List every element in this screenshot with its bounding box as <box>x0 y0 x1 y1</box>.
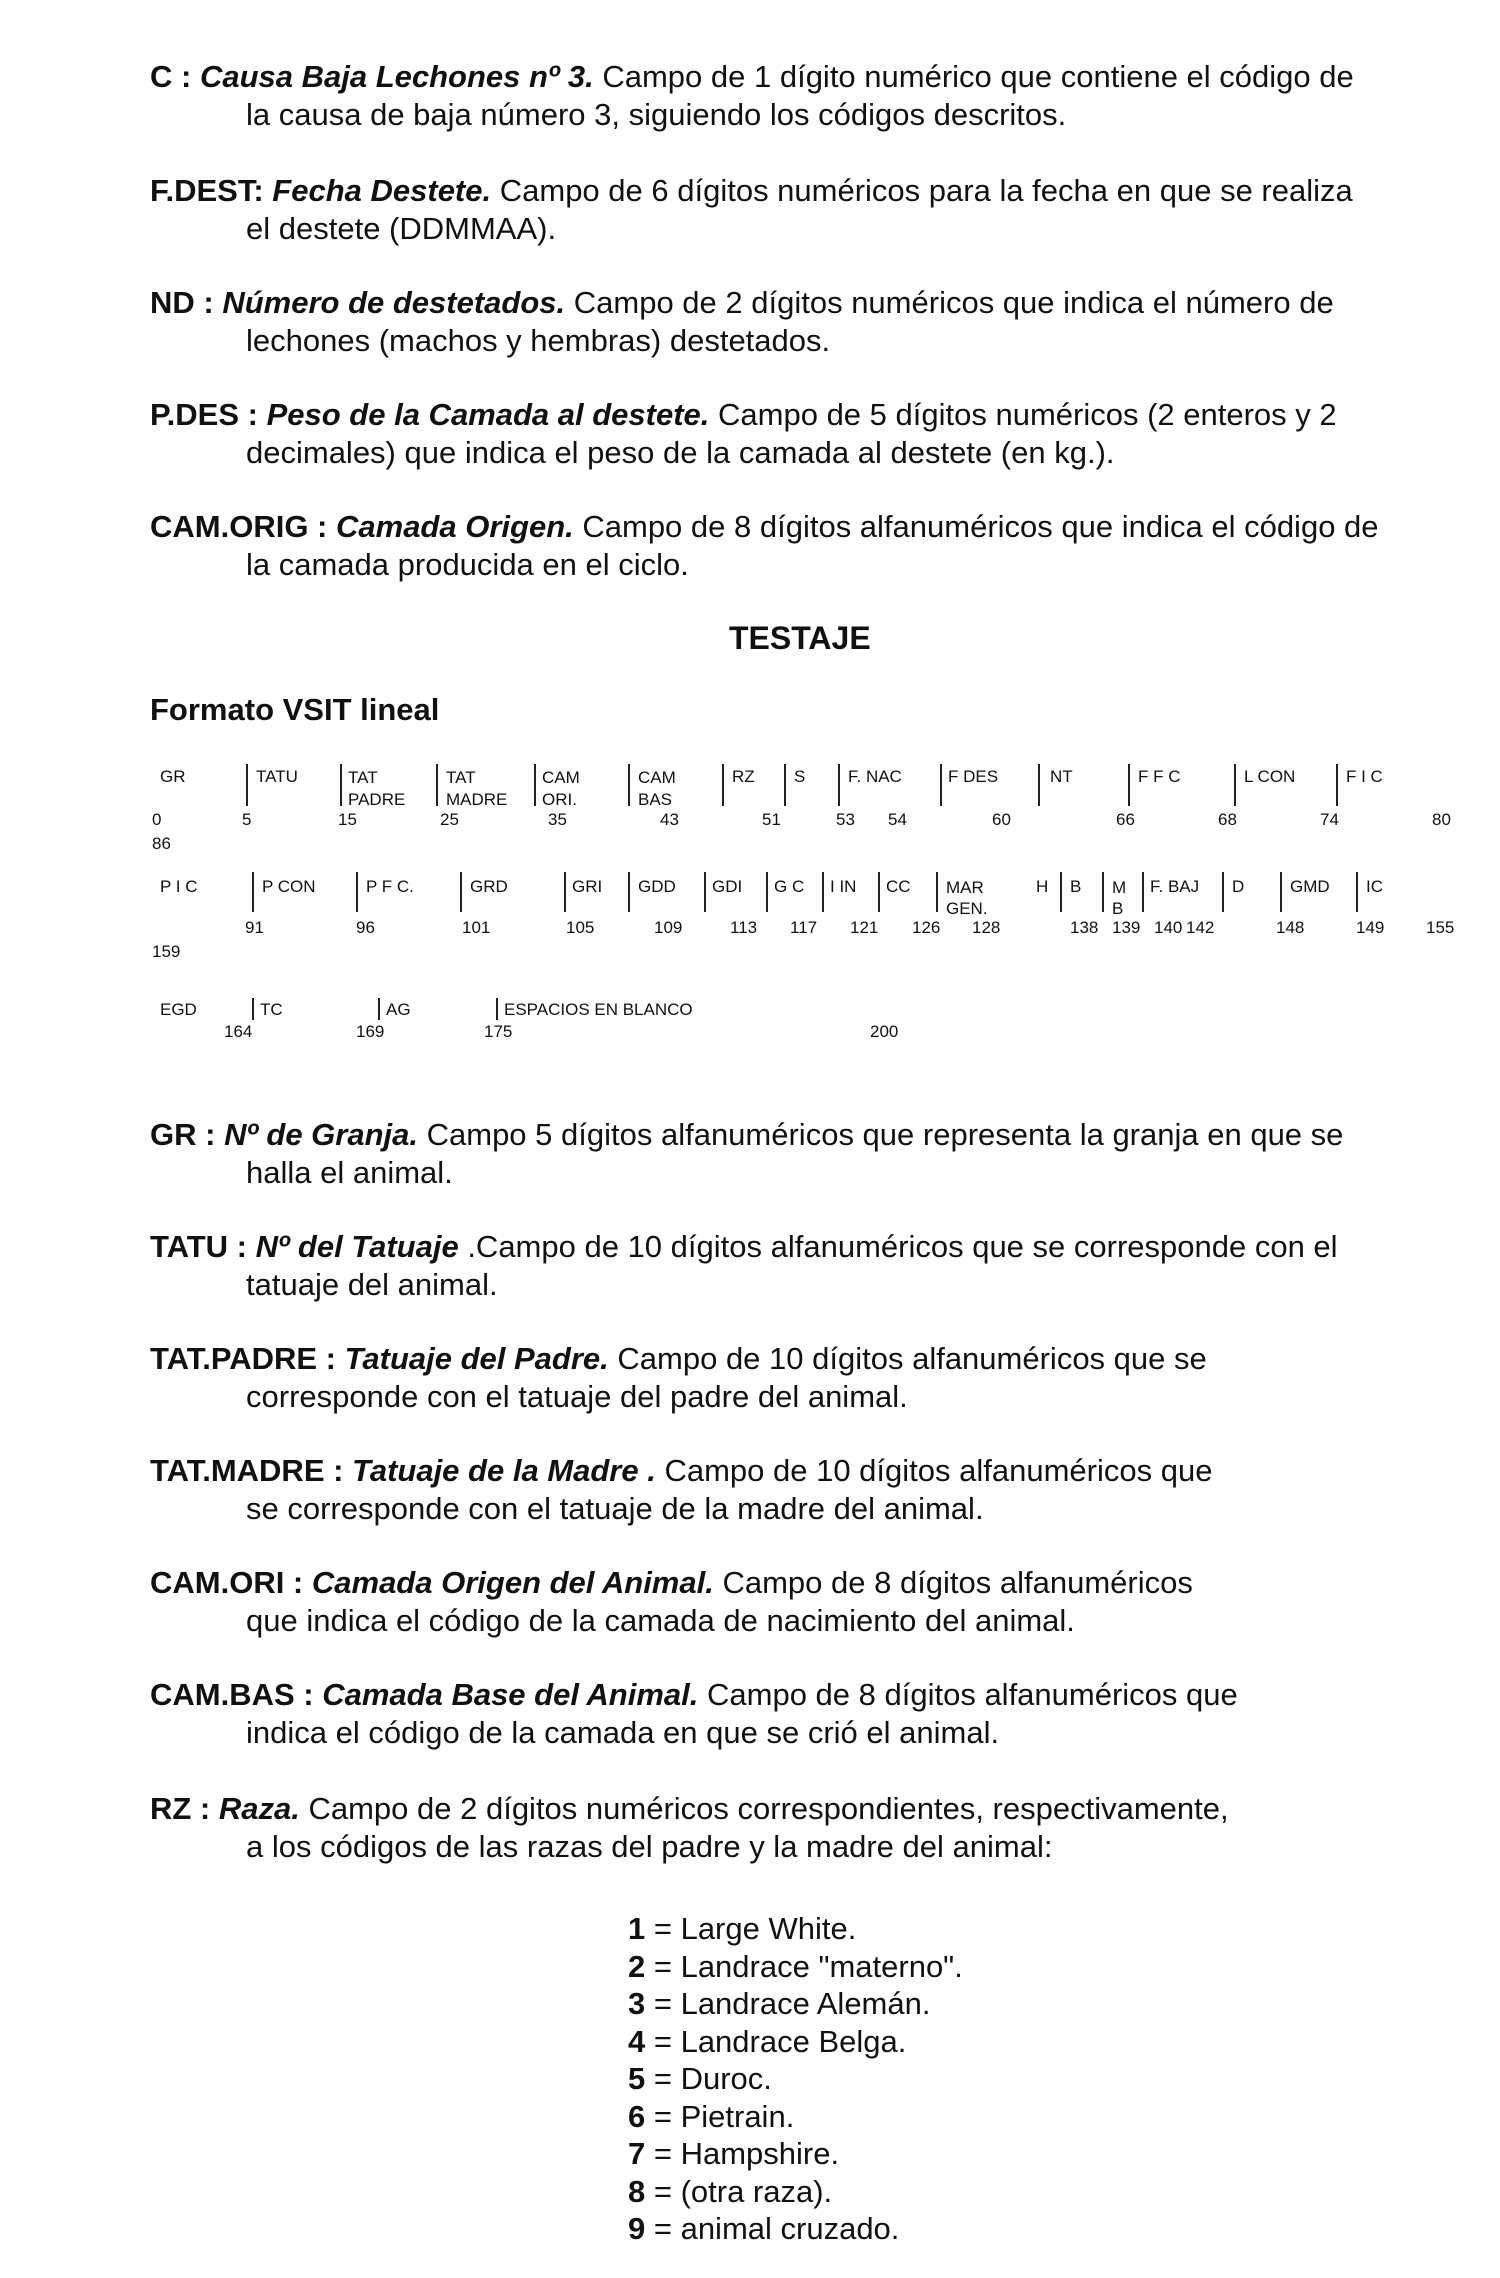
layout-position: 54 <box>888 810 907 829</box>
field-description: Campo de 8 dígitos alfanuméricos que indica el código de <box>573 509 1379 544</box>
layout-field: P I C <box>160 877 198 896</box>
definition-cam-ori <box>150 1564 1450 1640</box>
list-item <box>628 2023 963 2061</box>
layout-position: 139 <box>1112 918 1141 937</box>
field-separator <box>704 872 706 912</box>
layout-position: 101 <box>462 918 491 937</box>
layout-position: 142 <box>1186 918 1215 937</box>
field-separator <box>628 764 630 806</box>
field-title: Peso de la Camada al destete. <box>266 397 710 432</box>
layout-field: D <box>1232 877 1245 896</box>
section-title: TESTAJE <box>729 620 871 656</box>
definition-c <box>150 58 1450 134</box>
layout-position: 43 <box>660 810 679 829</box>
layout-field: MAR GEN. <box>946 878 988 918</box>
race-code: 7 <box>628 2136 646 2171</box>
layout-field: I IN <box>830 877 857 896</box>
field-separator <box>246 764 248 806</box>
field-code: TATU : <box>150 1229 256 1264</box>
field-title: Nº del Tatuaje <box>255 1229 459 1264</box>
field-description: Campo de 5 dígitos numéricos (2 enteros y 2 <box>709 397 1337 432</box>
layout-field: AG <box>386 1000 411 1019</box>
layout-field: EGD <box>160 1000 197 1019</box>
field-description-cont: halla el animal. <box>246 1155 453 1190</box>
field-separator <box>766 872 768 912</box>
field-separator <box>784 764 786 806</box>
layout-field: CAM BAS <box>638 768 676 809</box>
field-code: CAM.BAS : <box>150 1677 323 1712</box>
field-separator <box>378 998 380 1020</box>
race-code: 3 <box>628 1986 646 2021</box>
definition-tatu <box>150 1228 1450 1304</box>
field-code: P.DES : <box>150 397 267 432</box>
layout-position: 121 <box>850 918 879 937</box>
field-description-cont: decimales) que indica el peso de la camada al destete (en kg.). <box>246 435 1115 470</box>
format-title: Formato VSIT lineal <box>150 692 440 727</box>
layout-position: 164 <box>224 1022 253 1041</box>
field-title: Número de destetados. <box>222 285 566 320</box>
field-description-cont: la causa de baja número 3, siguiendo los códigos descritos. <box>246 97 1067 132</box>
field-separator <box>878 872 880 912</box>
race-label: = (otra raza). <box>645 2173 833 2209</box>
layout-field: RZ <box>732 767 755 786</box>
definition-f-dest <box>150 172 1450 248</box>
layout-field: TC <box>260 1000 283 1019</box>
field-description: Campo de 1 dígito numérico que contiene el código de <box>593 59 1354 94</box>
layout-field: TAT MADRE <box>446 768 508 809</box>
field-title: Tatuaje del Padre. <box>344 1341 609 1376</box>
layout-position: 200 <box>870 1022 899 1041</box>
field-separator <box>838 764 840 806</box>
definition-tat-madre <box>150 1452 1450 1528</box>
field-description-cont: a los códigos de las razas del padre y la madre del animal: <box>246 1829 1053 1864</box>
field-separator <box>1060 872 1062 912</box>
field-title: Camada Origen. <box>336 509 574 544</box>
field-separator <box>1038 764 1040 806</box>
layout-field: G C <box>774 877 805 896</box>
layout-field: H <box>1036 877 1049 896</box>
layout-field: TAT PADRE <box>348 768 406 809</box>
field-separator <box>252 872 254 912</box>
layout-position: 86 <box>152 834 171 853</box>
race-label: = Landrace "materno". <box>645 1948 963 1984</box>
layout-position: 149 <box>1356 918 1385 937</box>
field-separator <box>1128 764 1130 806</box>
definition-cam-bas <box>150 1676 1450 1752</box>
layout-position: 66 <box>1116 810 1135 829</box>
field-separator <box>1336 764 1338 806</box>
field-description-cont: lechones (machos y hembras) destetados. <box>246 323 831 358</box>
field-separator <box>722 764 724 806</box>
layout-field: F. BAJ <box>1150 877 1200 896</box>
field-description: Campo de 8 dígitos alfanuméricos que <box>698 1677 1238 1712</box>
field-code: RZ : <box>150 1791 219 1826</box>
layout-position: 169 <box>356 1022 385 1041</box>
field-separator <box>1356 872 1358 912</box>
field-title: Camada Base del Animal. <box>322 1677 699 1712</box>
field-separator <box>936 872 938 912</box>
layout-field: NT <box>1050 767 1073 786</box>
list-item <box>628 2098 963 2136</box>
layout-position: 113 <box>730 918 758 937</box>
layout-field: M B <box>1112 878 1127 918</box>
layout-position: 51 <box>762 810 781 829</box>
field-separator <box>252 998 254 1020</box>
field-separator <box>1102 872 1104 912</box>
field-code: CAM.ORIG : <box>150 509 336 544</box>
field-separator <box>1142 872 1144 912</box>
layout-position: 0 <box>152 810 162 829</box>
layout-field: IC <box>1366 877 1383 896</box>
race-code: 6 <box>628 2098 646 2134</box>
layout-position: 140 <box>1154 918 1183 937</box>
race-code: 1 <box>628 1911 646 1946</box>
field-description-cont: se corresponde con el tatuaje de la madre del animal. <box>246 1491 984 1526</box>
field-title: Tatuaje de la Madre . <box>352 1453 656 1488</box>
field-separator <box>496 998 498 1020</box>
field-separator <box>1280 872 1282 912</box>
layout-position: 138 <box>1070 918 1099 937</box>
race-label: = Duroc. <box>645 2061 772 2096</box>
list-item <box>628 1985 963 2023</box>
definition-rz <box>150 1790 1450 1866</box>
layout-field: F DES <box>948 767 999 786</box>
field-separator <box>822 872 824 912</box>
field-description: Campo de 6 dígitos numéricos para la fecha en que se realiza <box>491 173 1353 208</box>
layout-position: 96 <box>356 918 375 937</box>
layout-position: 68 <box>1218 810 1237 829</box>
race-code: 5 <box>628 2061 646 2096</box>
list-item <box>628 1948 963 1986</box>
field-code: C : <box>150 59 200 94</box>
layout-field: L CON <box>1244 767 1296 786</box>
definition-p-des <box>150 396 1450 472</box>
layout-field: GR <box>160 767 186 786</box>
layout-position: 105 <box>566 918 595 937</box>
layout-position: 60 <box>992 810 1011 829</box>
race-code-list <box>628 1910 963 2248</box>
race-label: = animal cruzado. <box>645 2211 900 2246</box>
layout-field: GRI <box>572 877 603 896</box>
layout-position: 148 <box>1276 918 1305 937</box>
field-title: Nº de Granja. <box>224 1117 418 1152</box>
definition-gr <box>150 1116 1450 1192</box>
list-item <box>628 2210 963 2248</box>
field-code: GR : <box>150 1117 225 1152</box>
layout-position: 35 <box>548 810 567 829</box>
field-code: F.DEST: <box>150 173 273 208</box>
list-item <box>628 1910 963 1948</box>
race-label: = Large White. <box>645 1911 857 1946</box>
field-description-cont: indica el código de la camada en que se crió el animal. <box>246 1715 1000 1750</box>
field-description: Campo de 10 dígitos alfanuméricos que se <box>608 1341 1207 1376</box>
definition-tat-padre <box>150 1340 1450 1416</box>
layout-position: 53 <box>836 810 855 829</box>
layout-field: TATU <box>256 767 298 786</box>
layout-position: 74 <box>1320 810 1339 829</box>
race-code: 2 <box>628 1948 646 1984</box>
layout-position: 128 <box>972 918 1001 937</box>
field-separator <box>340 764 342 806</box>
layout-field: F F C <box>1138 767 1181 786</box>
list-item <box>628 2173 963 2211</box>
layout-field: CAM ORI. <box>542 768 580 809</box>
layout-field: GRD <box>470 877 508 896</box>
field-description: Campo de 2 dígitos numéricos que indica el número de <box>565 285 1334 320</box>
field-code: TAT.PADRE : <box>150 1341 345 1376</box>
layout-position: 109 <box>654 918 683 937</box>
field-title: Camada Origen del Animal. <box>311 1565 714 1600</box>
field-code: CAM.ORI : <box>150 1565 312 1600</box>
layout-field: P F C. <box>366 877 414 896</box>
layout-field: CC <box>886 877 911 896</box>
field-description: Campo de 10 dígitos alfanuméricos que <box>655 1453 1213 1488</box>
field-code: TAT.MADRE : <box>150 1453 353 1488</box>
list-item <box>628 2135 963 2173</box>
layout-field: GDD <box>638 877 676 896</box>
layout-position: 15 <box>338 810 357 829</box>
field-description: Campo de 2 dígitos numéricos correspondientes, respectivamente, <box>299 1791 1229 1826</box>
field-separator <box>564 872 566 912</box>
layout-position: 117 <box>790 918 818 937</box>
race-label: = Landrace Alemán. <box>645 1986 931 2021</box>
field-separator <box>534 764 536 806</box>
field-title: Causa Baja Lechones nº 3. <box>199 59 594 94</box>
field-title: Fecha Destete. <box>272 173 492 208</box>
field-description-cont: tatuaje del animal. <box>246 1267 498 1302</box>
definition-nd <box>150 284 1450 360</box>
layout-field: F. NAC <box>848 767 902 786</box>
layout-position: 91 <box>245 918 264 937</box>
field-code: ND : <box>150 285 223 320</box>
field-description: .Campo de 10 dígitos alfanuméricos que se corresponde con el <box>458 1229 1338 1264</box>
field-title: Raza. <box>218 1791 300 1826</box>
layout-position: 126 <box>912 918 941 937</box>
race-label: = Hampshire. <box>645 2136 840 2171</box>
layout-field: GMD <box>1290 877 1330 896</box>
field-separator <box>940 764 942 806</box>
field-separator <box>460 872 462 912</box>
layout-field: B <box>1070 877 1082 896</box>
field-description-cont: el destete (DDMMAA). <box>246 211 557 246</box>
definition-cam-orig <box>150 508 1450 584</box>
layout-field: F I C <box>1346 767 1383 786</box>
layout-position: 5 <box>242 810 252 829</box>
field-description: Campo de 8 dígitos alfanuméricos <box>713 1565 1193 1600</box>
layout-position: 25 <box>440 810 459 829</box>
layout-field: S <box>794 767 806 786</box>
layout-position: 80 <box>1432 810 1451 829</box>
field-description-cont: la camada producida en el ciclo. <box>246 547 689 582</box>
field-separator <box>1234 764 1236 806</box>
field-description: Campo 5 dígitos alfanuméricos que representa la granja en que se <box>418 1117 1344 1152</box>
layout-field: ESPACIOS EN BLANCO <box>504 1000 693 1019</box>
field-description-cont: corresponde con el tatuaje del padre del animal. <box>246 1379 908 1414</box>
field-separator <box>356 872 358 912</box>
list-item <box>628 2060 963 2098</box>
race-label: = Pietrain. <box>645 2098 795 2134</box>
layout-field: GDI <box>712 877 743 896</box>
layout-position: 159 <box>152 942 181 961</box>
field-separator <box>628 872 630 912</box>
race-code: 8 <box>628 2173 646 2209</box>
race-label: = Landrace Belga. <box>645 2023 907 2059</box>
race-code: 4 <box>628 2023 646 2059</box>
field-description-cont: que indica el código de la camada de nacimiento del animal. <box>246 1603 1075 1638</box>
field-separator <box>436 764 438 806</box>
layout-position: 155 <box>1426 918 1455 937</box>
race-code: 9 <box>628 2211 646 2246</box>
layout-field: P CON <box>262 877 316 896</box>
layout-position: 175 <box>484 1022 513 1041</box>
field-separator <box>1222 872 1224 912</box>
